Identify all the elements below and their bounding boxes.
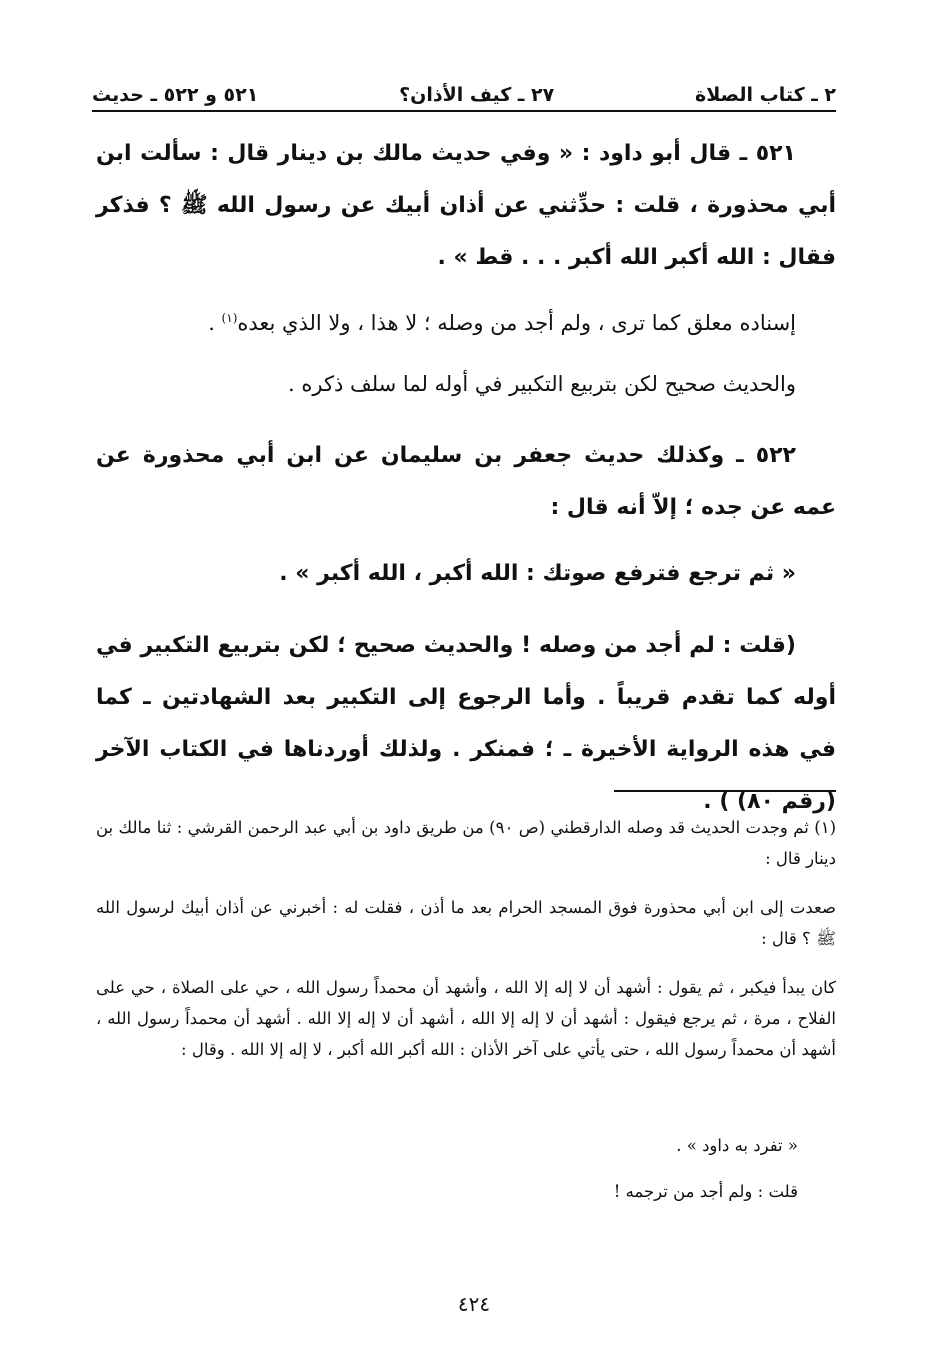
- header-chapter: ٢ ـ كتاب الصلاة: [695, 84, 836, 106]
- hadith-521-text: ٥٢١ ـ قال أبو داود : « وفي حديث مالك بن دينار قال : سألت ابن أبي محذورة ، قلت : حدِّثني عن أذان أبيك عن رسول الله ﷺ ؟ فذكر فقال : الله أكبر الله أكبر . . . قط » .: [96, 141, 836, 270]
- header-section: ٢٧ ـ كيف الأذان؟: [399, 84, 555, 106]
- footnote-ref: (١): [221, 311, 238, 325]
- isnad-note: [96, 296, 836, 345]
- hadith-522-text: ٥٢٢ ـ وكذلك حديث جعفر بن سليمان عن ابن أبي محذورة عن عمه عن جده ؛ إلاّ أنه قال :: [96, 443, 836, 520]
- isnad-note-end: .: [208, 311, 222, 335]
- hadith-522-quote: « ثم ترجع فترفع صوتك : الله أكبر ، الله أكبر » .: [279, 561, 796, 586]
- footnote-1-conclusion: قلت : ولم أجد من ترجمه !: [613, 1182, 798, 1201]
- header-hadith-range: ٥٢١ و ٥٢٢ ـ حديث: [92, 84, 259, 106]
- sahih-note: والحديث صحيح لكن بتربيع التكبير في أوله لما سلف ذكره .: [288, 372, 796, 396]
- running-header: [92, 66, 836, 112]
- footnote-1-remark: « تفرد به داود » .: [676, 1136, 798, 1155]
- isnad-note-text: إسناده معلق كما ترى ، ولم أجد من وصله ؛ لا هذا ، ولا الذي بعده: [237, 311, 796, 335]
- footnote-1-adhan: كان يبدأ فيكبر ، ثم يقول : أشهد أن لا إله إلا الله ، وأشهد أن محمداً رسول الله ، حي على الصلاة ، حي على الفلاح ، مرة ، ثم يرجع فيقول : أشهد أن لا إله إلا الله ، أشهد أن لا إله إلا الله . أشهد أن محمداً رسول الله ، أشهد أن محمداً رسول الله ، حتى يأتي على آخر الأذان : الله أكبر الله أكبر ، لا إله إلا الله . وقال :: [96, 978, 836, 1059]
- hadith-522-comment: (قلت : لم أجد من وصله ! والحديث صحيح ؛ لكن بتربيع التكبير في أوله كما تقدم قريباً . وأما الرجوع إلى التكبير بعد الشهادتين ـ كما في هذه الرواية الأخيرة ـ ؛ فمنكر . ولذلك أوردناها في الكتاب الآخر (رقم ٨٠) ) .: [96, 633, 836, 814]
- footnote-1-quote: صعدت إلى ابن أبي محذورة فوق المسجد الحرام بعد ما أذن ، فقلت له : أخبرني عن أذان أبيك لرسول الله ﷺ ؟ قال :: [96, 898, 836, 948]
- page-number: ٤٢٤: [457, 1292, 491, 1316]
- footnote-separator: [614, 790, 836, 792]
- footnote-1: (١) ثم وجدت الحديث قد وصله الدارقطني (ص ٩٠) من طريق داود بن أبي عبد الرحمن القرشي : ثنا مالك بن دينار قال :: [96, 818, 836, 868]
